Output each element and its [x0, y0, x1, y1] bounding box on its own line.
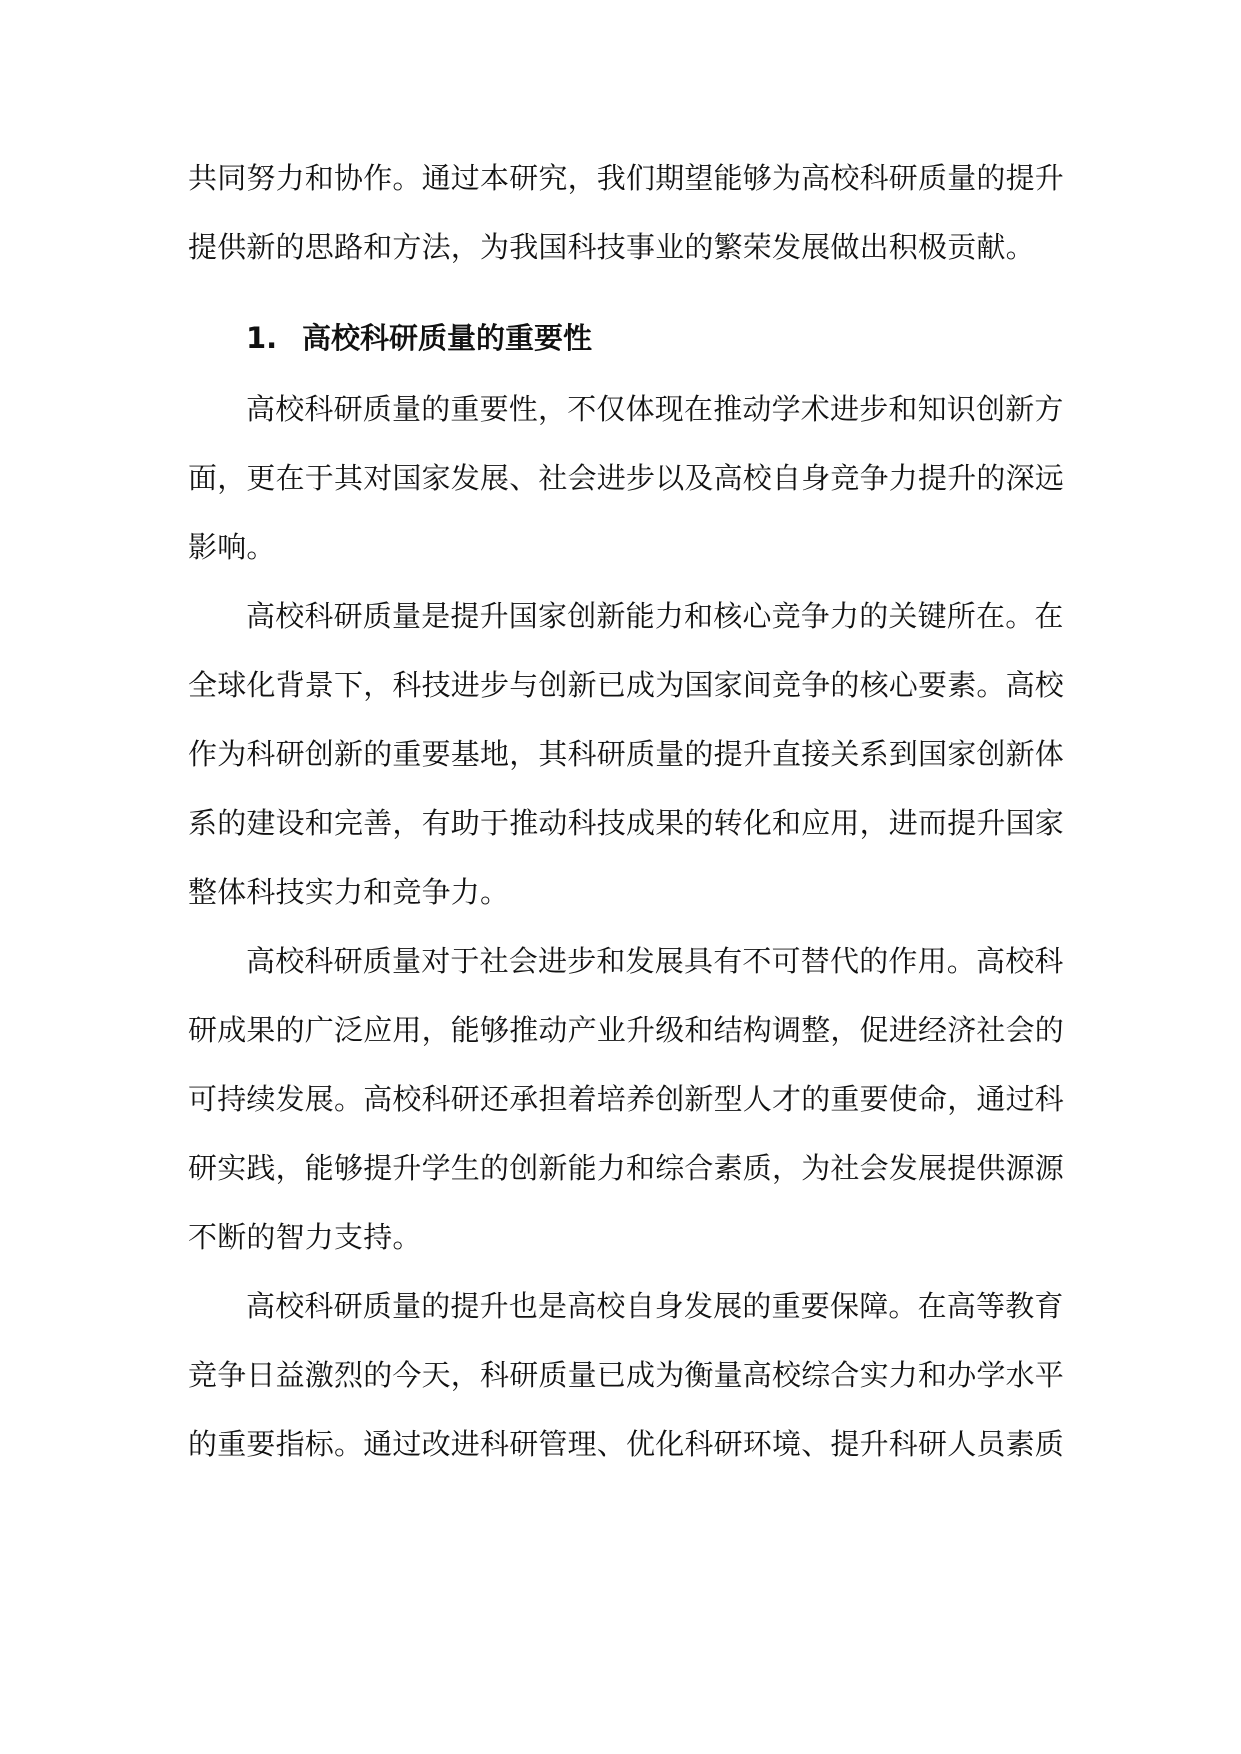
text-line: 高校科研质量的提升也是高校自身发展的重要保障。在高等教育	[246, 1289, 1064, 1323]
text-line: 提供新的思路和方法，为我国科技事业的繁荣发展做出积极贡献。	[188, 230, 1035, 264]
section-number: 1.	[246, 321, 278, 355]
intro-paragraph	[188, 144, 1065, 282]
paragraph-social-progress	[188, 927, 1065, 1272]
text-line: 高校科研质量是提升国家创新能力和核心竞争力的关键所在。在	[246, 599, 1064, 633]
section-title: 高校科研质量的重要性	[302, 321, 593, 355]
text-line: 共同努力和协作。通过本研究，我们期望能够为高校科研质量的提升	[188, 161, 1065, 195]
text-line: 整体科技实力和竞争力。	[188, 875, 510, 909]
paragraph-national-innovation	[188, 582, 1065, 927]
text-line: 面，更在于其对国家发展、社会进步以及高校自身竞争力提升的深远	[188, 461, 1065, 495]
text-line: 不断的智力支持。	[188, 1220, 422, 1254]
paragraph-university-development	[188, 1272, 1065, 1479]
paragraph-importance-overview	[188, 375, 1065, 582]
text-line: 全球化背景下，科技进步与创新已成为国家间竞争的核心要素。高校	[188, 668, 1065, 702]
text-line: 作为科研创新的重要基地，其科研质量的提升直接关系到国家创新体	[188, 737, 1065, 771]
text-line: 可持续发展。高校科研还承担着培养创新型人才的重要使命，通过科	[188, 1082, 1065, 1116]
section-heading	[188, 304, 1052, 373]
text-line: 竞争日益激烈的今天，科研质量已成为衡量高校综合实力和办学水平	[188, 1358, 1065, 1392]
text-line: 高校科研质量的重要性，不仅体现在推动学术进步和知识创新方	[246, 392, 1064, 426]
text-line: 系的建设和完善，有助于推动科技成果的转化和应用，进而提升国家	[188, 806, 1065, 840]
text-line: 的重要指标。通过改进科研管理、优化科研环境、提升科研人员素质	[188, 1427, 1065, 1461]
text-line: 影响。	[188, 530, 276, 564]
text-line: 研成果的广泛应用，能够推动产业升级和结构调整，促进经济社会的	[188, 1013, 1065, 1047]
document-body	[188, 144, 1065, 1479]
text-line: 研实践，能够提升学生的创新能力和综合素质，为社会发展提供源源	[188, 1151, 1065, 1185]
text-line: 高校科研质量对于社会进步和发展具有不可替代的作用。高校科	[246, 944, 1064, 978]
